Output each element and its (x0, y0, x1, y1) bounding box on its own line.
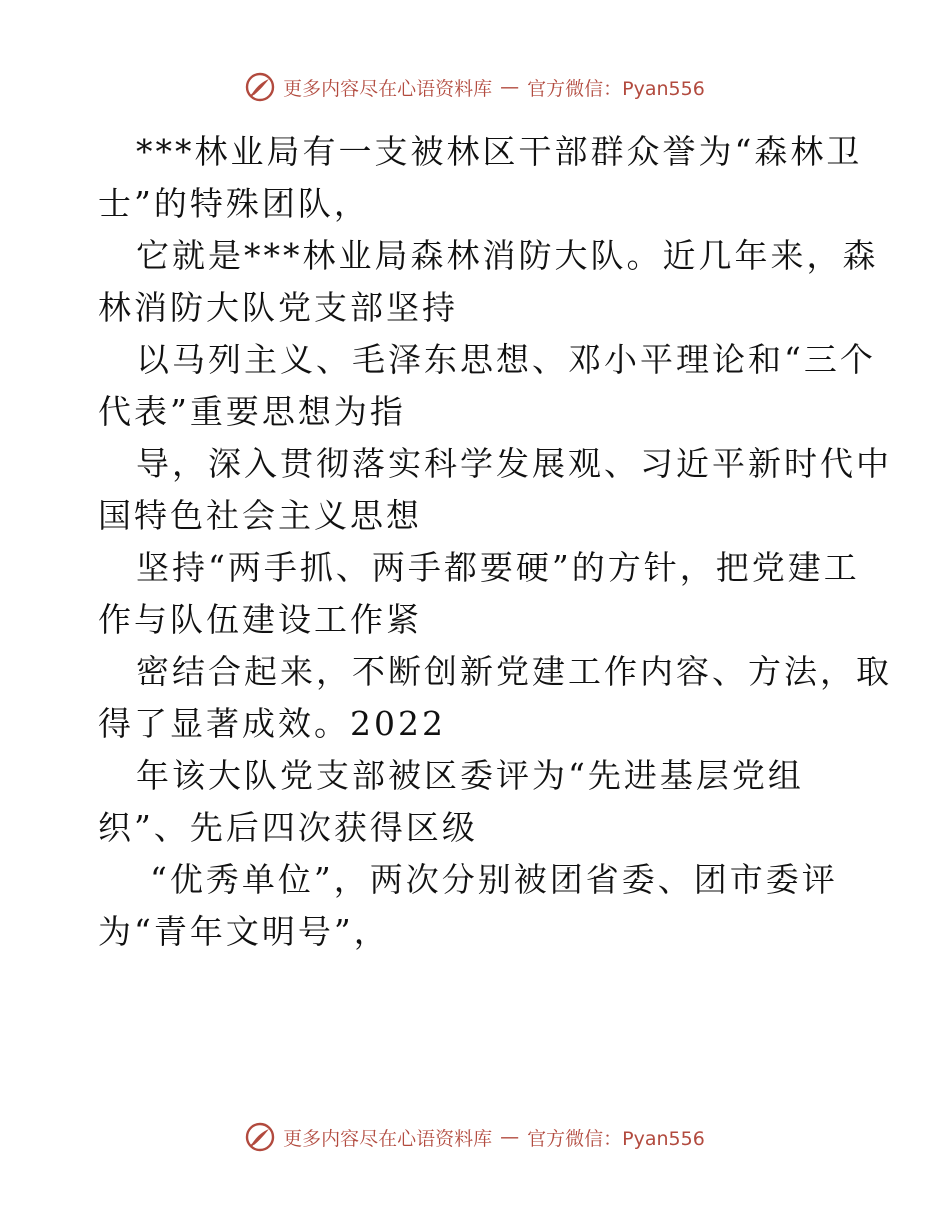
body-line: 国特色社会主义思想 (98, 496, 422, 535)
body-line: 密结合起来，不断创新党建工作内容、方法，取 (136, 652, 892, 691)
footer-banner-text: 更多内容尽在心语资料库 (283, 1127, 493, 1150)
body-line: 得了显著成效。2022 (98, 704, 446, 743)
body-line: 织”、先后四次获得区级 (98, 808, 478, 847)
header-banner-separator: — (500, 76, 520, 98)
body-line: 林消防大队党支部坚持 (98, 288, 458, 327)
header-banner (0, 72, 950, 102)
body-line: “优秀单位”，两次分别被团省委、团市委评 (150, 860, 838, 899)
body-line: 作与队伍建设工作紧 (98, 600, 422, 639)
body-line: 代表”重要思想为指 (98, 392, 406, 431)
body-line: 为“青年文明号”， (98, 912, 390, 951)
body-line: 导，深入贯彻落实科学发展观、习近平新时代中 (136, 444, 892, 483)
header-banner-text: 更多内容尽在心语资料库 (283, 77, 493, 100)
quill-logo-icon (245, 72, 275, 102)
body-line: 它就是***林业局森林消防大队。近几年来，森 (136, 236, 879, 275)
body-line: 士”的特殊团队， (98, 184, 370, 223)
document-body (98, 126, 892, 958)
header-banner-contact: 官方微信：Pyan556 (527, 77, 705, 100)
quill-logo-icon (245, 1122, 275, 1152)
footer-banner-contact: 官方微信：Pyan556 (527, 1127, 705, 1150)
body-line: 以马列主义、毛泽东思想、邓小平理论和“三个 (136, 340, 876, 379)
body-line: 坚持“两手抓、两手都要硬”的方针，把党建工 (136, 548, 860, 587)
footer-banner-separator: — (500, 1126, 520, 1148)
footer-banner (0, 1122, 950, 1152)
body-line: ***林业局有一支被林区干部群众誉为“森林卫 (136, 132, 863, 171)
body-line: 年该大队党支部被区委评为“先进基层党组 (136, 756, 804, 795)
